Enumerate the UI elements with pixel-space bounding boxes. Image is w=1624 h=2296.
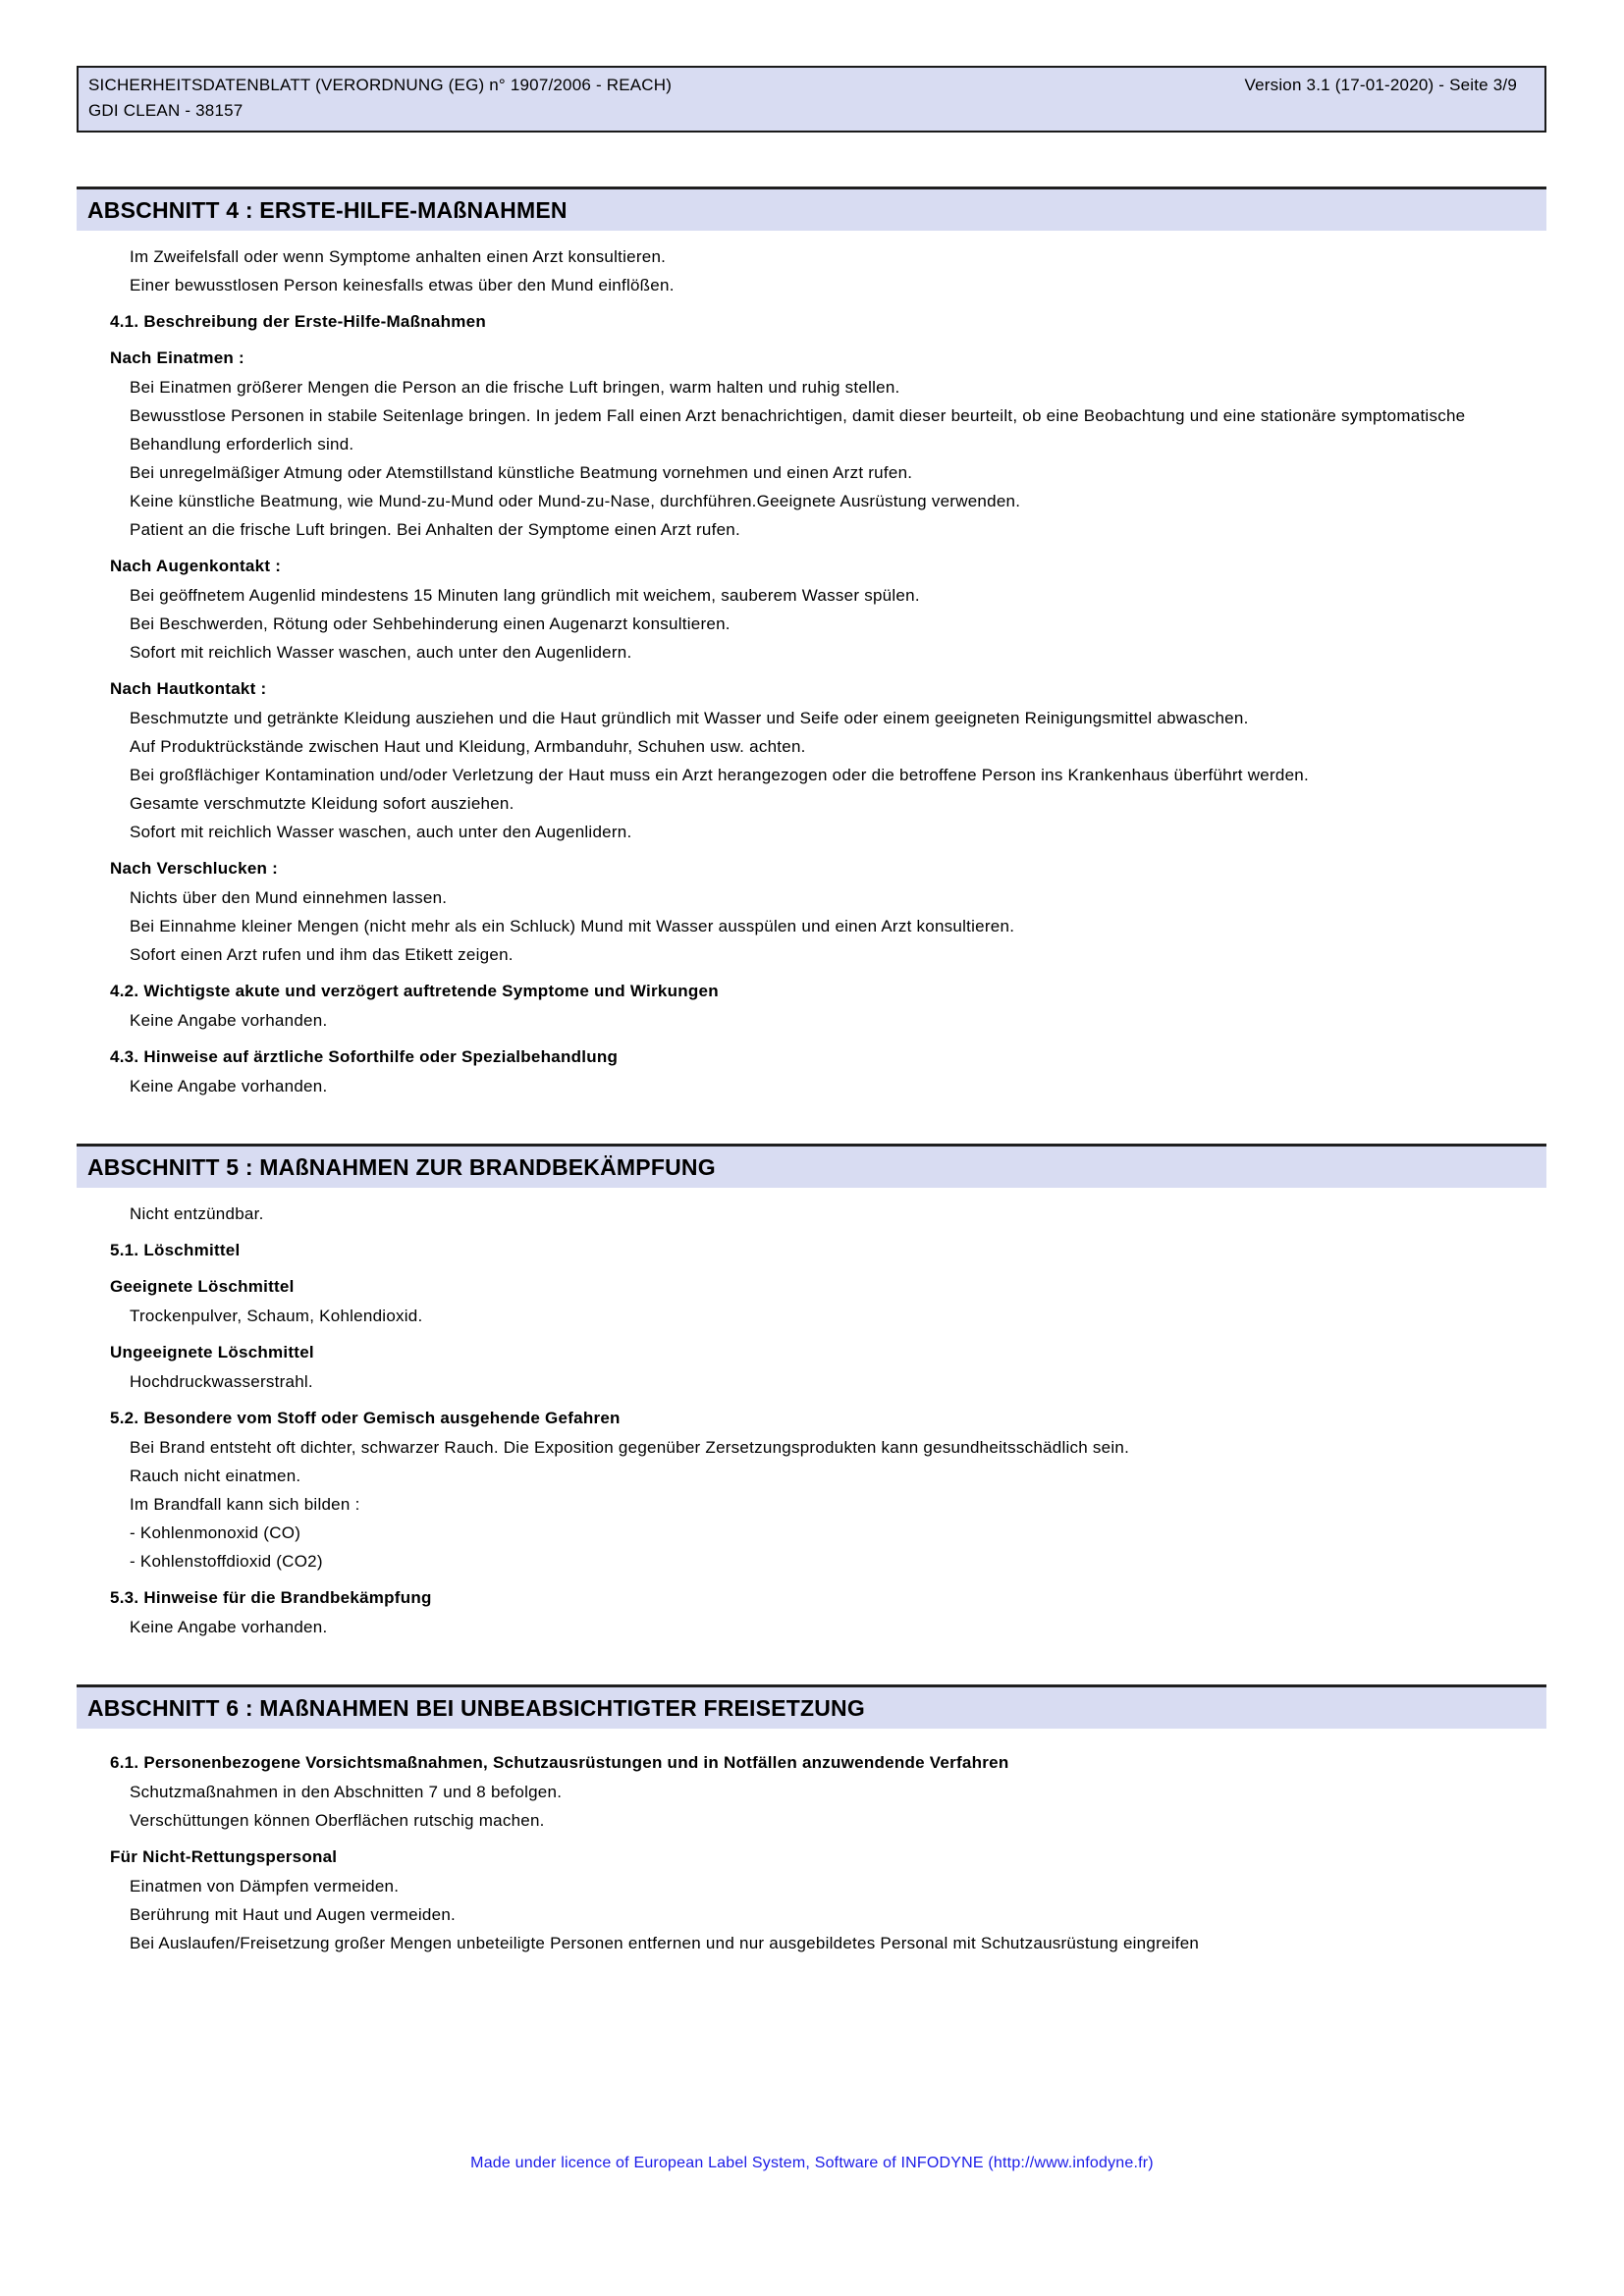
paragraph: Nicht entzündbar. [130, 1204, 264, 1223]
section-content [77, 231, 1546, 1114]
section [77, 1684, 1546, 1971]
subsection-heading: Nach Hautkontakt : [110, 679, 267, 698]
paragraph: Einer bewusstlosen Person keinesfalls etwas über den Mund einflößen. [130, 276, 675, 294]
paragraph: Einatmen von Dämpfen vermeiden. [130, 1877, 400, 1896]
paragraph: Keine Angabe vorhanden. [130, 1011, 328, 1030]
section-title: ABSCHNITT 5 : MAßNAHMEN ZUR BRANDBEKÄMPFUNG [87, 1153, 716, 1180]
footer-licence-text: Made under licence of European Label System, Software of INFODYNE (http://www.infodyne.fr) [470, 2155, 1154, 2171]
paragraph: Rauch nicht einatmen. [130, 1467, 301, 1485]
paragraph: Bei Beschwerden, Rötung oder Sehbehinderung einen Augenarzt konsultieren. [130, 614, 731, 633]
paragraph: Beschmutzte und getränkte Kleidung ausziehen und die Haut gründlich mit Wasser und Seife oder einem geeigneten Reinigungsmittel abwaschen. [130, 709, 1249, 727]
paragraph: Nichts über den Mund einnehmen lassen. [130, 888, 448, 907]
subsection-heading: Geeignete Löschmittel [110, 1277, 295, 1296]
paragraph: Auf Produktrückstände zwischen Haut und Kleidung, Armbanduhr, Schuhen usw. achten. [130, 737, 806, 756]
section-header-band [77, 1684, 1546, 1729]
paragraph: - Kohlenmonoxid (CO) [130, 1523, 301, 1542]
paragraph: Bei großflächiger Kontamination und/oder Verletzung der Haut muss ein Arzt herangezogen oder die betroffene Person ins Krankenhaus überführt werden. [130, 766, 1309, 784]
paragraph: Hochdruckwasserstrahl. [130, 1372, 313, 1391]
subsection-heading: 4.3. Hinweise auf ärztliche Soforthilfe oder Spezialbehandlung [110, 1047, 619, 1066]
section-header-band [77, 1144, 1546, 1188]
document-footer [0, 2153, 1624, 2174]
paragraph: - Kohlenstoffdioxid (CO2) [130, 1552, 323, 1571]
document-header-box [77, 66, 1546, 133]
paragraph: Bei unregelmäßiger Atmung oder Atemstillstand künstliche Beatmung vornehmen und einen Arzt rufen. [130, 463, 913, 482]
subsection-heading: 5.3. Hinweise für die Brandbekämpfung [110, 1588, 432, 1607]
subsection-heading: Nach Einatmen : [110, 348, 244, 367]
paragraph: Bei Auslaufen/Freisetzung großer Mengen unbeteiligte Personen entfernen und nur ausgebildetes Personal mit Schutzausrüstung eingreifen [130, 1934, 1200, 1952]
subsection-heading: Ungeeignete Löschmittel [110, 1343, 314, 1362]
section [77, 187, 1546, 1114]
subsection-heading: 4.2. Wichtigste akute und verzögert auftretende Symptome und Wirkungen [110, 982, 719, 1000]
paragraph: Trockenpulver, Schaum, Kohlendioxid. [130, 1307, 423, 1325]
version-page-info: Version 3.1 (17-01-2020) - Seite 3/9 [1244, 76, 1517, 94]
document-title: SICHERHEITSDATENBLATT (VERORDNUNG (EG) n° 1907/2006 - REACH) [88, 76, 673, 94]
section [77, 1144, 1546, 1655]
section-title: ABSCHNITT 4 : ERSTE-HILFE-MAßNAHMEN [87, 196, 568, 223]
subsection-heading: 6.1. Personenbezogene Vorsichtsmaßnahmen, Schutzausrüstungen und in Notfällen anzuwendende Verfahren [110, 1753, 1009, 1772]
subsection-heading: 5.2. Besondere vom Stoff oder Gemisch ausgehende Gefahren [110, 1409, 621, 1427]
paragraph: Keine künstliche Beatmung, wie Mund-zu-Mund oder Mund-zu-Nase, durchführen.Geeignete Ausrüstung verwenden. [130, 492, 1021, 510]
paragraph: Bewusstlose Personen in stabile Seitenlage bringen. In jedem Fall einen Arzt benachrichtigen, damit dieser beurteilt, ob eine Beobachtung und eine stationäre symptomatische Behandlung erforderlich sind. [130, 406, 1466, 454]
paragraph: Sofort mit reichlich Wasser waschen, auch unter den Augenlidern. [130, 643, 632, 662]
subsection-heading: 5.1. Löschmittel [110, 1241, 241, 1259]
section-title: ABSCHNITT 6 : MAßNAHMEN BEI UNBEABSICHTIGTER FREISETZUNG [87, 1694, 865, 1721]
paragraph: Bei Brand entsteht oft dichter, schwarzer Rauch. Die Exposition gegenüber Zersetzungsprodukten kann gesundheitsschädlich sein. [130, 1438, 1130, 1457]
section-content [77, 1729, 1546, 1971]
paragraph: Im Brandfall kann sich bilden : [130, 1495, 360, 1514]
section-content [77, 1188, 1546, 1655]
product-name: GDI CLEAN - 38157 [88, 101, 244, 120]
paragraph: Keine Angabe vorhanden. [130, 1077, 328, 1095]
paragraph: Bei Einnahme kleiner Mengen (nicht mehr als ein Schluck) Mund mit Wasser ausspülen und einen Arzt konsultieren. [130, 917, 1015, 935]
subsection-heading: Für Nicht-Rettungspersonal [110, 1847, 338, 1866]
paragraph: Patient an die frische Luft bringen. Bei Anhalten der Symptome einen Arzt rufen. [130, 520, 740, 539]
section-header-band [77, 187, 1546, 231]
paragraph: Sofort einen Arzt rufen und ihm das Etikett zeigen. [130, 945, 514, 964]
paragraph: Bei geöffnetem Augenlid mindestens 15 Minuten lang gründlich mit weichem, sauberem Wasser spülen. [130, 586, 920, 605]
paragraph: Keine Angabe vorhanden. [130, 1618, 328, 1636]
header-row-title [88, 73, 1544, 98]
paragraph: Im Zweifelsfall oder wenn Symptome anhalten einen Arzt konsultieren. [130, 247, 667, 266]
paragraph: Gesamte verschmutzte Kleidung sofort ausziehen. [130, 794, 514, 813]
subsection-heading: Nach Augenkontakt : [110, 557, 282, 575]
paragraph: Bei Einatmen größerer Mengen die Person an die frische Luft bringen, warm halten und ruhig stellen. [130, 378, 900, 397]
paragraph: Schutzmaßnahmen in den Abschnitten 7 und 8 befolgen. [130, 1783, 563, 1801]
paragraph: Sofort mit reichlich Wasser waschen, auch unter den Augenlidern. [130, 823, 632, 841]
paragraph: Verschüttungen können Oberflächen rutschig machen. [130, 1811, 545, 1830]
paragraph: Berührung mit Haut und Augen vermeiden. [130, 1905, 457, 1924]
header-row-product [88, 98, 1544, 124]
subsection-heading: 4.1. Beschreibung der Erste-Hilfe-Maßnahmen [110, 312, 486, 331]
document-body [77, 187, 1546, 2001]
subsection-heading: Nach Verschlucken : [110, 859, 279, 878]
